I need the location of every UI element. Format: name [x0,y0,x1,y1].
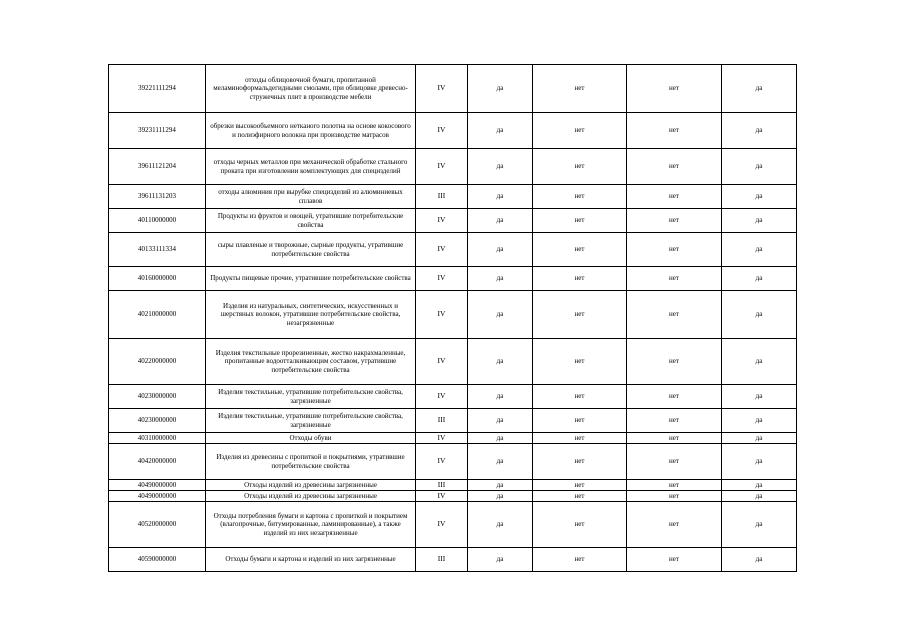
waste-name-cell: Изделия текстильные, утратившие потребительские свойства, загрязненные [206,385,416,409]
value-cell: да [722,491,797,502]
waste-name-cell: Изделия текстильные прорезиненные, жестко накрахмаленные, пропитанные водоотталкивающим составом, утратившие потребительские свойства [206,339,416,385]
hazard-class-cell: IV [416,209,468,233]
value-cell: нет [533,480,627,491]
waste-name-cell: Продукты из фруктов и овощей, утратившие потребительские свойства [206,209,416,233]
value-cell: да [722,233,797,267]
value-cell: да [722,444,797,480]
waste-name-cell: Отходы изделий из древесины загрязненные [206,480,416,491]
table-row [109,339,797,385]
value-cell: нет [627,149,722,185]
value-cell: нет [533,149,627,185]
value-cell: нет [533,548,627,572]
table-row [109,409,797,433]
waste-name-cell: сыры плавленые и творожные, сырные продукты, утратившие потребительские свойства [206,233,416,267]
value-cell: нет [627,502,722,548]
table-row [109,433,797,444]
value-cell: нет [533,185,627,209]
waste-code-cell: 40230000000 [109,409,206,433]
waste-name-cell: Отходы изделий из древесины загрязненные [206,491,416,502]
value-cell: нет [533,502,627,548]
value-cell: да [468,209,533,233]
table-row [109,233,797,267]
table-row [109,480,797,491]
waste-name-cell: Отходы обуви [206,433,416,444]
value-cell: нет [533,267,627,291]
waste-code-cell: 40110000000 [109,209,206,233]
waste-name-cell: отходы облицовочной бумаги, пропитанной меламиноформальдегидными смолами, при облицовке древесно-стружечных плит в производстве мебели [206,65,416,113]
hazard-class-cell: III [416,409,468,433]
value-cell: нет [533,385,627,409]
value-cell: да [722,480,797,491]
value-cell: нет [627,233,722,267]
value-cell: нет [627,433,722,444]
value-cell: нет [533,65,627,113]
hazard-class-cell: IV [416,291,468,339]
waste-code-cell: 39221111294 [109,65,206,113]
waste-name-cell: отходы черных металлов при механической обработке стального проката при изготовлении комплектующих для специзделий [206,149,416,185]
value-cell: да [468,502,533,548]
hazard-class-cell: III [416,480,468,491]
value-cell: да [722,409,797,433]
value-cell: нет [627,385,722,409]
value-cell: нет [533,339,627,385]
value-cell: да [722,385,797,409]
table-row [109,209,797,233]
table-row [109,185,797,209]
value-cell: да [722,433,797,444]
waste-code-cell: 40133111334 [109,233,206,267]
value-cell: да [722,65,797,113]
value-cell: нет [627,339,722,385]
value-cell: да [722,267,797,291]
waste-code-cell: 40230000000 [109,385,206,409]
value-cell: нет [627,480,722,491]
value-cell: нет [533,491,627,502]
hazard-class-cell: IV [416,339,468,385]
waste-name-cell: Изделия текстильные, утратившие потребительские свойства, загрязненные [206,409,416,433]
waste-name-cell: отходы алюминия при вырубке специзделий из алюминиевых сплавов [206,185,416,209]
value-cell: да [722,185,797,209]
hazard-class-cell: IV [416,502,468,548]
value-cell: нет [533,209,627,233]
value-cell: да [468,267,533,291]
waste-name-cell: Отходы бумаги и картона и изделий из них загрязненные [206,548,416,572]
value-cell: да [468,185,533,209]
waste-code-cell: 40520000000 [109,502,206,548]
value-cell: да [722,548,797,572]
waste-name-cell: обрезки высокообъемного нетканого полотна на основе кокосового и полиэфирного волокна при производстве матрасов [206,113,416,149]
hazard-class-cell: IV [416,233,468,267]
table-row [109,548,797,572]
table-row [109,291,797,339]
hazard-class-cell: IV [416,433,468,444]
value-cell: да [468,491,533,502]
hazard-class-cell: IV [416,385,468,409]
table-row [109,385,797,409]
waste-name-cell: Отходы потребления бумаги и картона с пропиткой и покрытием (влагопрочные, битумированные, ламинированные), а также изделий из них незагрязненные [206,502,416,548]
value-cell: да [722,113,797,149]
waste-code-cell: 40490000000 [109,491,206,502]
waste-table-body [109,65,797,572]
waste-code-cell: 39611131203 [109,185,206,209]
value-cell: да [468,233,533,267]
hazard-class-cell: IV [416,65,468,113]
hazard-class-cell: IV [416,113,468,149]
value-cell: да [722,149,797,185]
value-cell: да [468,149,533,185]
waste-code-cell: 40160000000 [109,267,206,291]
value-cell: нет [533,233,627,267]
waste-code-cell: 40420000000 [109,444,206,480]
hazard-class-cell: IV [416,149,468,185]
value-cell: да [468,339,533,385]
waste-code-cell: 40210000000 [109,291,206,339]
value-cell: нет [533,409,627,433]
table-row [109,65,797,113]
table-row [109,502,797,548]
value-cell: нет [533,444,627,480]
waste-name-cell: Изделия из древесины с пропиткой и покрытиями, утратившие потребительские свойства [206,444,416,480]
value-cell: да [468,65,533,113]
waste-code-cell: 40490000000 [109,480,206,491]
value-cell: да [722,291,797,339]
value-cell: нет [627,267,722,291]
hazard-class-cell: III [416,548,468,572]
value-cell: да [468,409,533,433]
hazard-class-cell: IV [416,444,468,480]
waste-code-cell: 39231111294 [109,113,206,149]
value-cell: нет [533,291,627,339]
table-row [109,149,797,185]
value-cell: нет [627,444,722,480]
waste-code-cell: 40310000000 [109,433,206,444]
hazard-class-cell: III [416,185,468,209]
value-cell: да [722,502,797,548]
table-row [109,491,797,502]
value-cell: нет [533,113,627,149]
value-cell: нет [627,113,722,149]
value-cell: да [722,339,797,385]
waste-code-cell: 40220000000 [109,339,206,385]
waste-name-cell: Продукты пищевые прочие, утратившие потребительские свойства [206,267,416,291]
value-cell: нет [533,433,627,444]
waste-name-cell: Изделия из натуральных, синтетических, искусственных и шерстяных волокон, утратившие потребительские свойства, незагрязненные [206,291,416,339]
value-cell: нет [627,409,722,433]
value-cell: да [468,113,533,149]
value-cell: да [722,209,797,233]
hazard-class-cell: IV [416,267,468,291]
hazard-class-cell: IV [416,491,468,502]
value-cell: нет [627,209,722,233]
waste-code-cell: 39611121204 [109,149,206,185]
table-row [109,444,797,480]
value-cell: да [468,480,533,491]
value-cell: да [468,548,533,572]
value-cell: нет [627,185,722,209]
value-cell: нет [627,291,722,339]
value-cell: да [468,385,533,409]
value-cell: нет [627,491,722,502]
value-cell: нет [627,548,722,572]
waste-table [108,64,797,572]
value-cell: да [468,433,533,444]
value-cell: да [468,291,533,339]
value-cell: нет [627,65,722,113]
table-row [109,113,797,149]
waste-code-cell: 40590000000 [109,548,206,572]
table-row [109,267,797,291]
value-cell: да [468,444,533,480]
